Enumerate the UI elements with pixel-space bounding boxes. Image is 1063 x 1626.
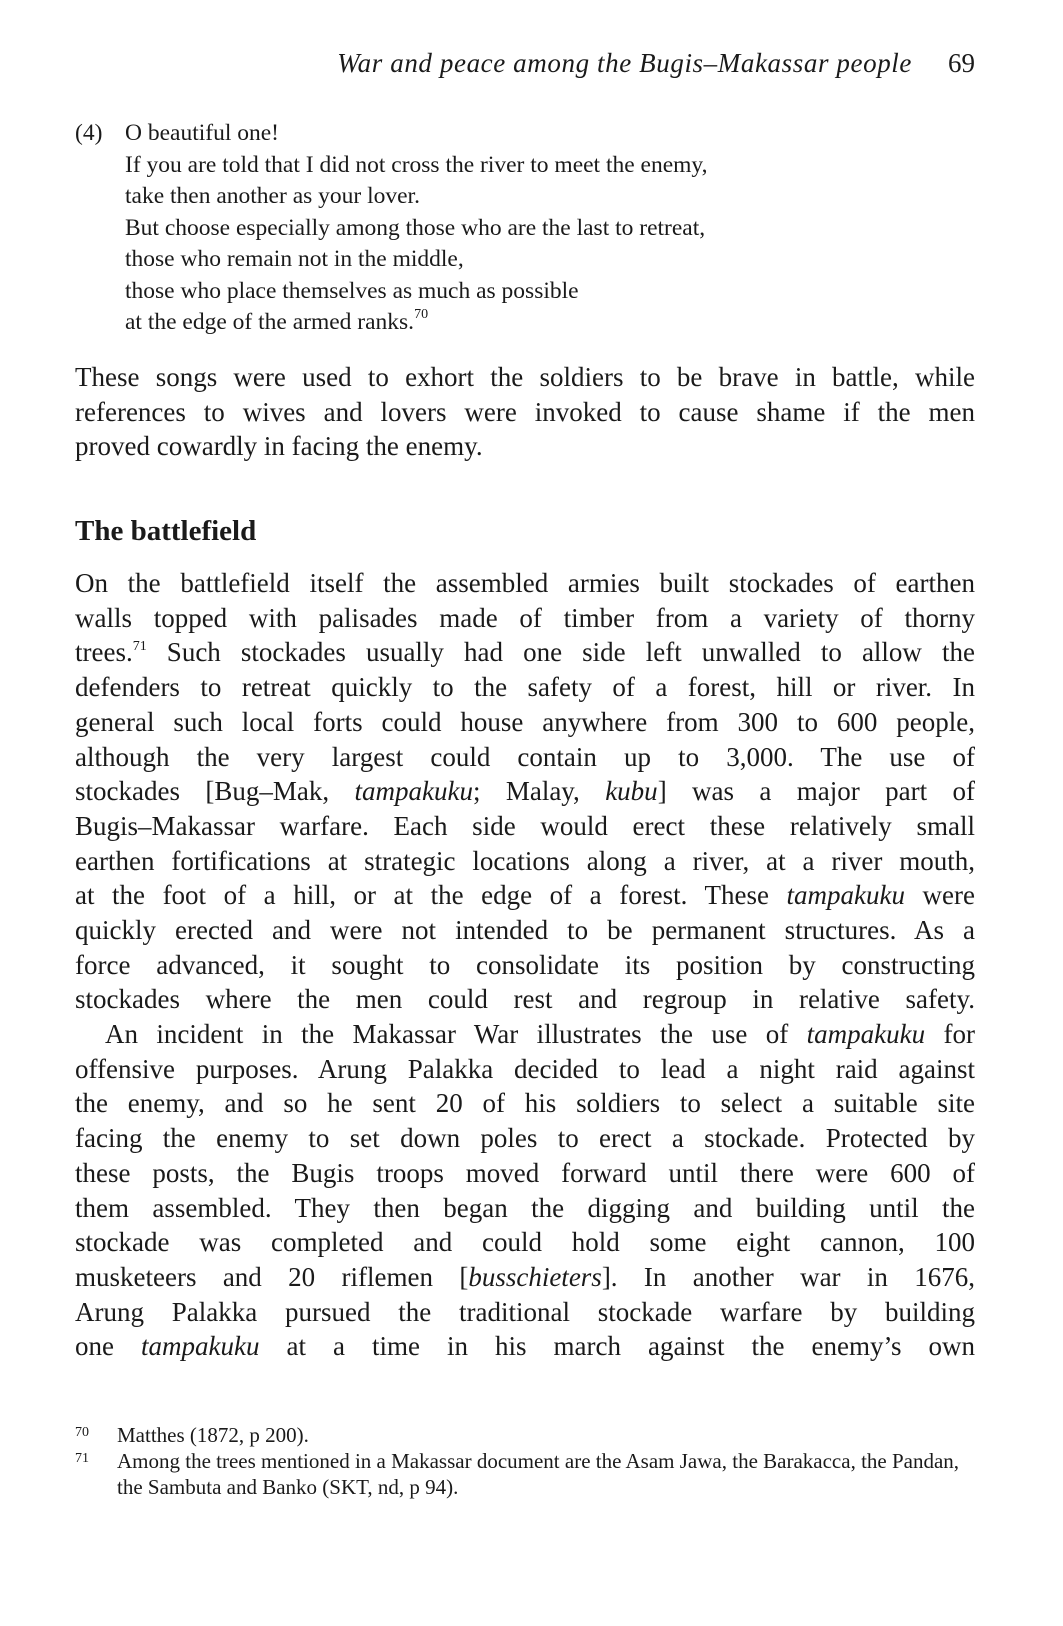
italic-term: tampakuku — [806, 1019, 926, 1049]
text-line: quickly erected and were not intended to be permanent structures. As a — [75, 915, 975, 946]
poem-block — [75, 118, 975, 339]
text-run: one — [75, 1331, 141, 1362]
poem-number: (4) — [75, 120, 103, 146]
footnote-number: 71 — [75, 1451, 89, 1466]
footnote-number: 70 — [75, 1425, 89, 1440]
text-line: Arung Palakka pursued the traditional stockade warfare by building — [75, 1296, 975, 1327]
text-line — [75, 1017, 975, 1052]
text-run: ]. In another war in 1676, — [601, 1261, 976, 1292]
incident-paragraph — [75, 1017, 975, 1364]
footnote-ref: 71 — [132, 639, 147, 655]
footnote-text: Matthes (1872, p 200). — [117, 1423, 309, 1447]
italic-term: kubu — [605, 776, 658, 807]
text-line: stockades where the men could rest and regroup in relative safety. — [75, 984, 975, 1015]
text-line: force advanced, it sought to consolidate its position by constructing — [75, 949, 975, 980]
text-line: references to wives and lovers were invoked to cause shame if the men — [75, 396, 975, 427]
poem-line: If you are told that I did not cross the river to meet the enemy, — [125, 151, 708, 178]
text-run: at the foot of a hill, or at the edge of a forest. These — [75, 880, 787, 911]
poem-line: those who place themselves as much as possible — [125, 277, 579, 304]
poem-line: take then another as your lover. — [125, 183, 420, 209]
text-line: On the battlefield itself the assembled armies built stockades of earthen — [75, 568, 975, 598]
text-run: ] was a major part of — [657, 776, 975, 807]
text-line — [75, 878, 975, 913]
text-line: Bugis–Makassar warfare. Each side would erect these relatively small — [75, 810, 975, 841]
footnote — [75, 1448, 975, 1500]
poem-text: at the edge of the armed ranks. — [125, 309, 415, 335]
text-run: were — [904, 880, 975, 911]
footnotes — [75, 1422, 975, 1500]
footnote-ref: 70 — [414, 307, 429, 322]
poem-line — [75, 307, 975, 339]
poem-line: those who remain not in the middle, — [125, 246, 464, 272]
text-run: trees. — [75, 637, 133, 668]
running-header — [75, 44, 975, 82]
text-line — [75, 635, 975, 670]
text-run: at a time in his march against the enemy’s own — [259, 1331, 975, 1362]
text-line: them assembled. They then began the digging and building until the — [75, 1192, 975, 1223]
text-run: stockades [Bug–Mak, — [75, 776, 355, 807]
text-line: general such local forts could house anywhere from 300 to 600 people, — [75, 706, 975, 737]
text-run: ; Malay, — [472, 776, 606, 807]
text-line — [75, 1329, 975, 1364]
italic-term: busschieters — [468, 1261, 602, 1292]
text-line: the enemy, and so he sent 20 of his soldiers to select a suitable site — [75, 1088, 975, 1119]
poem-line: But choose especially among those who are the last to retreat, — [125, 214, 706, 241]
text-line — [75, 1260, 975, 1295]
text-line: although the very largest could contain up to 3,000. The use of — [75, 741, 975, 772]
footnote — [75, 1422, 975, 1448]
text-run: musketeers and 20 riflemen [ — [75, 1261, 469, 1292]
text-line: offensive purposes. Arung Palakka decided to lead a night raid against — [75, 1053, 975, 1084]
text-line: earthen fortifications at strategic locations along a river, at a river mouth, — [75, 845, 975, 876]
section-heading: The battlefield — [75, 515, 257, 547]
text-line: facing the enemy to set down poles to erect a stockade. Protected by — [75, 1123, 975, 1154]
poem-text: O beautiful one! — [125, 120, 280, 146]
text-line: defenders to retreat quickly to the safety of a forest, hill or river. In — [75, 672, 975, 703]
battlefield-paragraph — [75, 566, 975, 1017]
text-run: An incident in the Makassar War illustrates the use of — [105, 1019, 807, 1049]
text-run: Such stockades usually had one side left unwalled to allow the — [146, 637, 975, 668]
intro-paragraph — [75, 360, 975, 464]
text-line: these posts, the Bugis troops moved forward until there were 600 of — [75, 1157, 975, 1188]
text-line: stockade was completed and could hold some eight cannon, 100 — [75, 1227, 975, 1258]
running-title: War and peace among the Bugis–Makassar people — [337, 48, 912, 78]
italic-term: tampakuku — [141, 1331, 260, 1362]
text-run: for — [925, 1019, 976, 1049]
text-line: proved cowardly in facing the enemy. — [75, 431, 483, 462]
italic-term: tampakuku — [354, 776, 473, 807]
poem-line — [75, 118, 975, 150]
text-line: These songs were used to exhort the soldiers to be brave in battle, while — [75, 362, 975, 392]
page-number: 69 — [948, 48, 975, 78]
italic-term: tampakuku — [786, 880, 905, 911]
text-line: walls topped with palisades made of timber from a variety of thorny — [75, 602, 975, 633]
text-line — [75, 774, 975, 809]
footnote-text: Among the trees mentioned in a Makassar document are the Asam Jawa, the Barakacca, the Pandan, the Sambuta and Banko (SKT, nd, p 94). — [117, 1449, 960, 1499]
